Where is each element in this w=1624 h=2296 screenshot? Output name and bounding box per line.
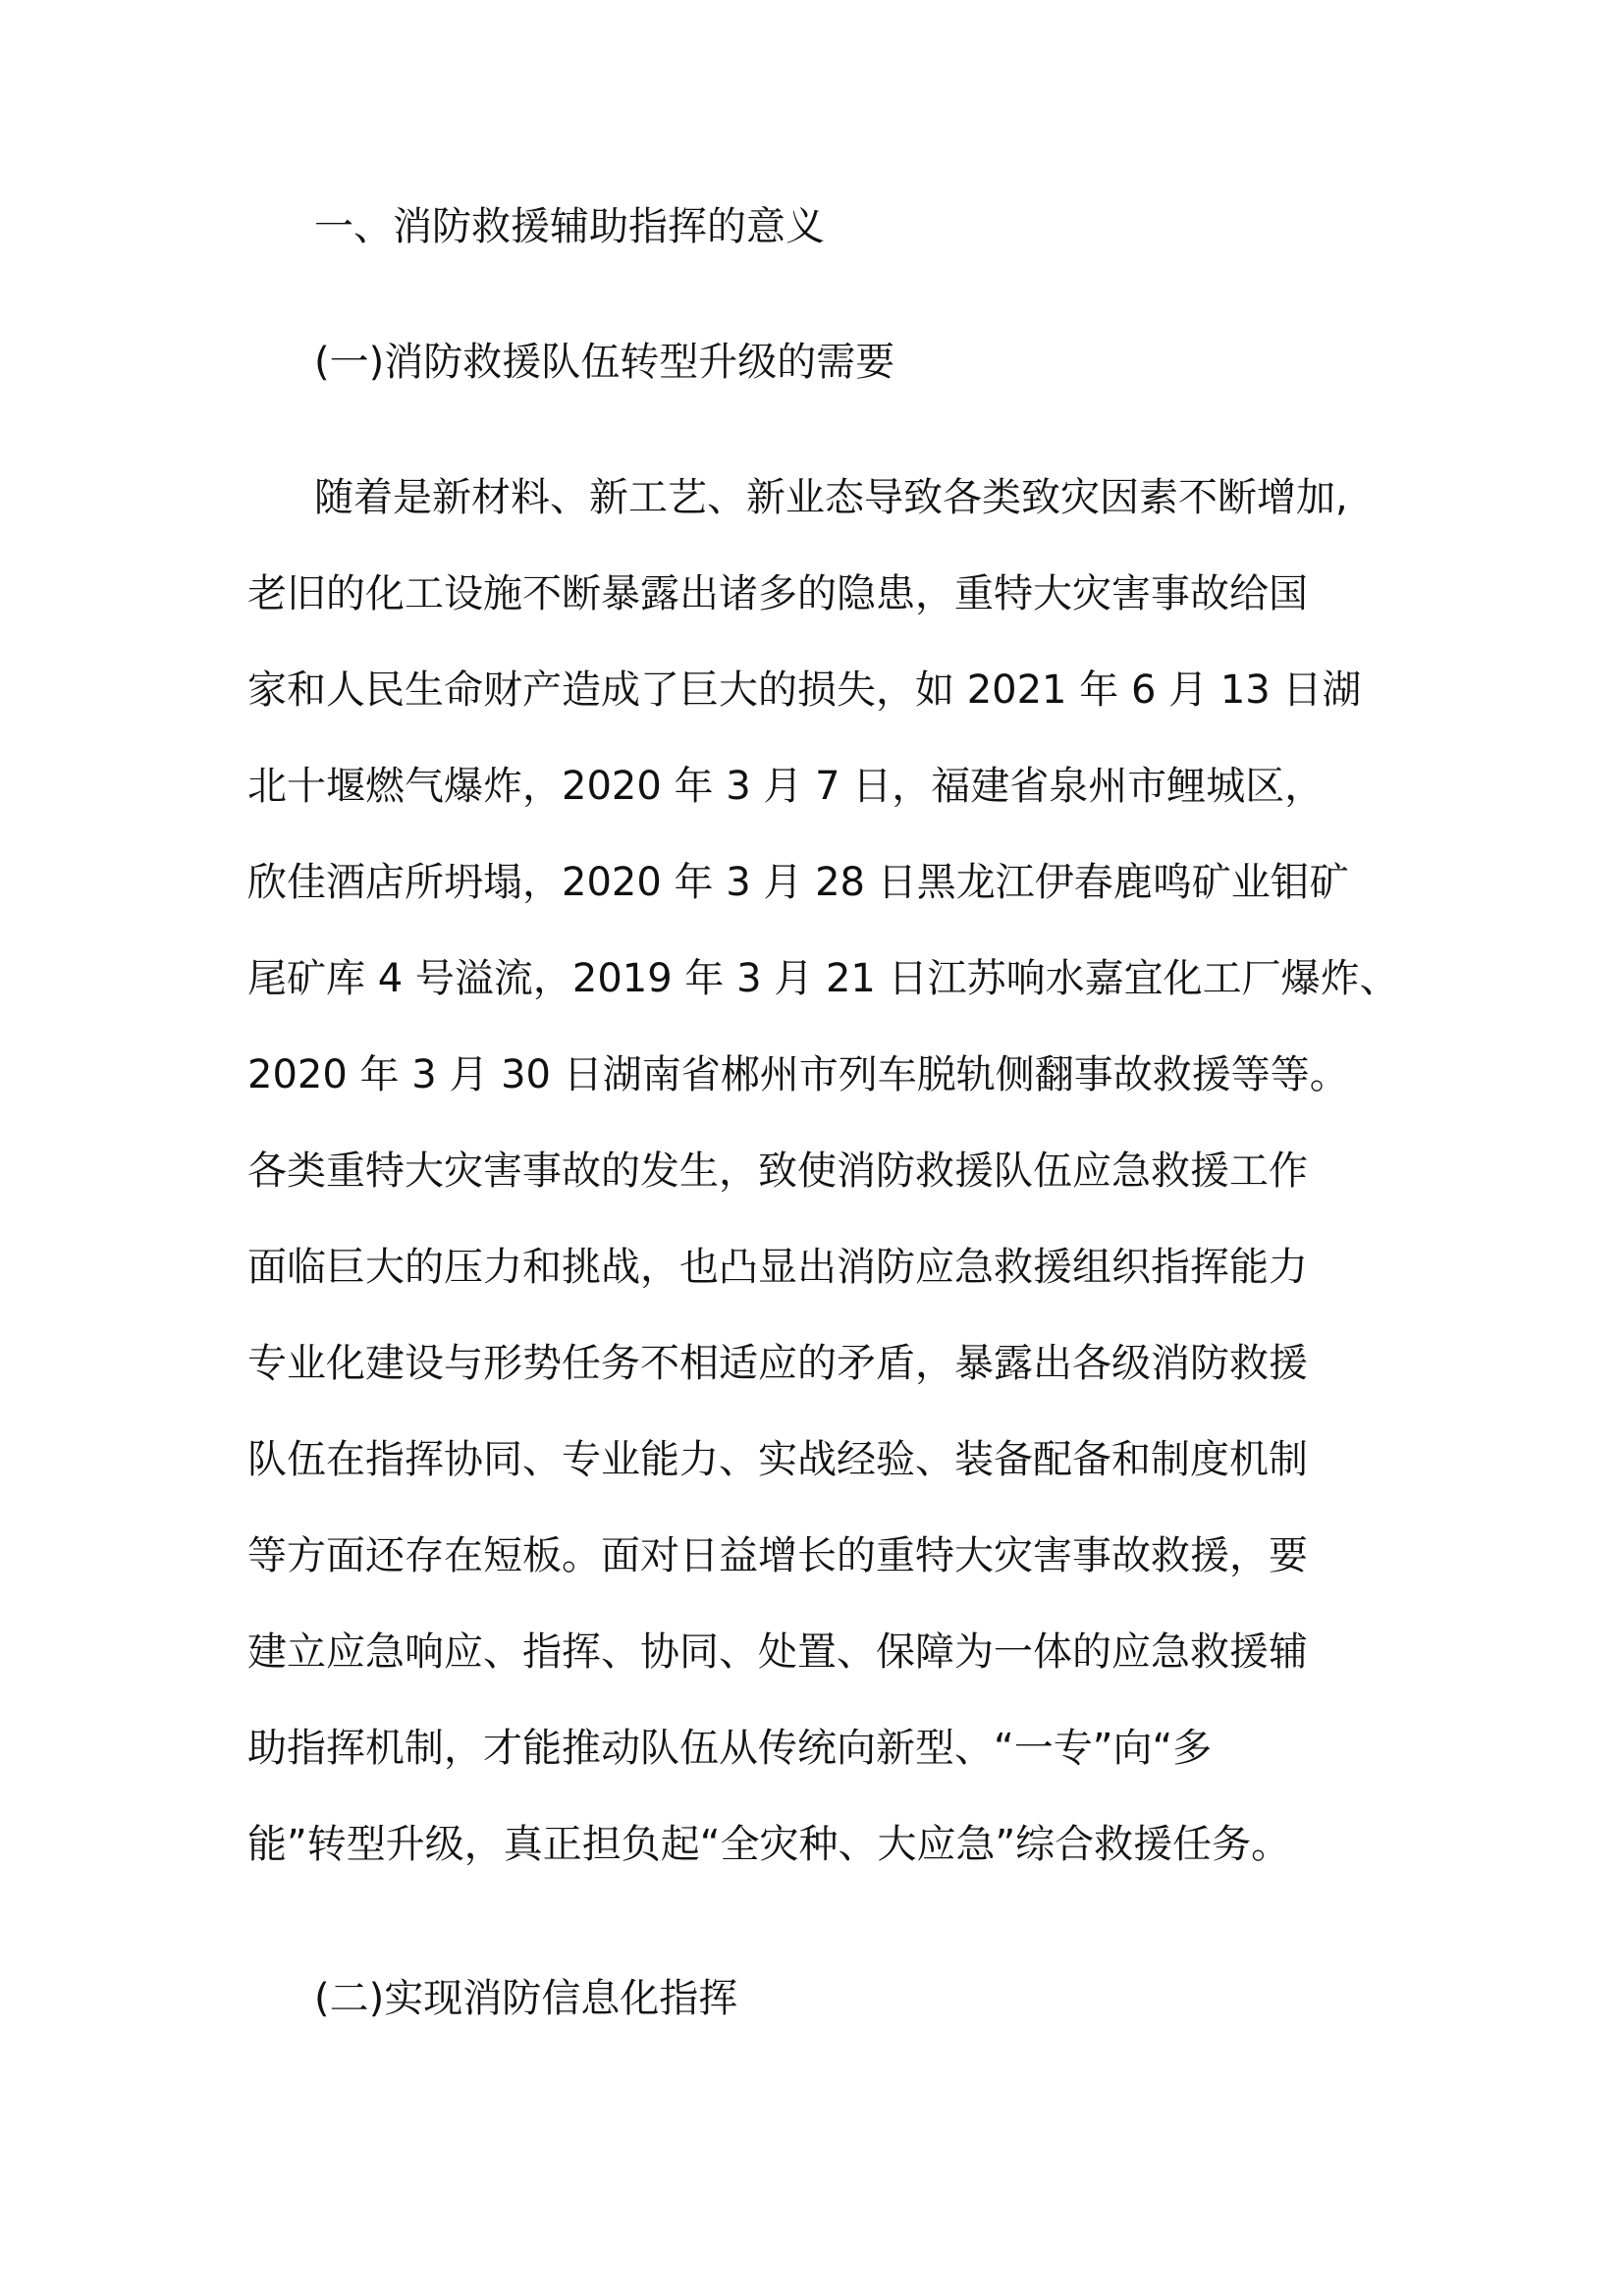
document-page [247, 0, 1401, 2296]
paragraph-line: 2020 年 3 月 30 日湖南省郴州市列车脱轨侧翻事故救援等等。 [247, 1052, 1349, 1097]
paragraph-line: 随着是新材料、新工艺、新业态导致各类致灾因素不断增加, [314, 475, 1348, 520]
subsection-heading-2: (二)实现消防信息化指挥 [314, 1976, 738, 2021]
paragraph-line: 助指挥机制，才能推动队伍从传统向新型、“一专”向“多 [247, 1726, 1213, 1771]
paragraph-line: 尾矿库 4 号溢流，2019 年 3 月 21 日江苏响水嘉宜化工厂爆炸、 [247, 956, 1399, 1001]
section-heading: 一、消防救援辅助指挥的意义 [314, 204, 825, 249]
paragraph-line: 各类重特大灾害事故的发生，致使消防救援队伍应急救援工作 [247, 1148, 1308, 1194]
body-paragraph [247, 474, 1401, 1917]
paragraph-line: 老旧的化工设施不断暴露出诸多的隐患，重特大灾害事故给国 [247, 571, 1308, 616]
paragraph-line: 队伍在指挥协同、专业能力、实战经验、装备配备和制度机制 [247, 1437, 1308, 1482]
subsection-heading-1: (一)消防救援队伍转型升级的需要 [314, 340, 895, 385]
paragraph-line: 建立应急响应、指挥、协同、处置、保障为一体的应急救援辅 [247, 1629, 1308, 1675]
paragraph-line: 能”转型升级，真正担负起“全灾种、大应急”综合救援任务。 [247, 1822, 1291, 1867]
paragraph-line: 专业化建设与形势任务不相适应的矛盾，暴露出各级消防救援 [247, 1341, 1308, 1386]
paragraph-line: 面临巨大的压力和挑战，也凸显出消防应急救援组织指挥能力 [247, 1245, 1308, 1290]
paragraph-line: 家和人民生命财产造成了巨大的损失，如 2021 年 6 月 13 日湖 [247, 667, 1362, 713]
paragraph-line: 欣佳酒店所坍塌，2020 年 3 月 28 日黑龙江伊春鹿鸣矿业钼矿 [247, 860, 1349, 905]
paragraph-line: 等方面还存在短板。面对日益增长的重特大灾害事故救援，要 [247, 1533, 1308, 1578]
paragraph-line: 北十堰燃气爆炸，2020 年 3 月 7 日，福建省泉州市鲤城区， [247, 764, 1325, 809]
